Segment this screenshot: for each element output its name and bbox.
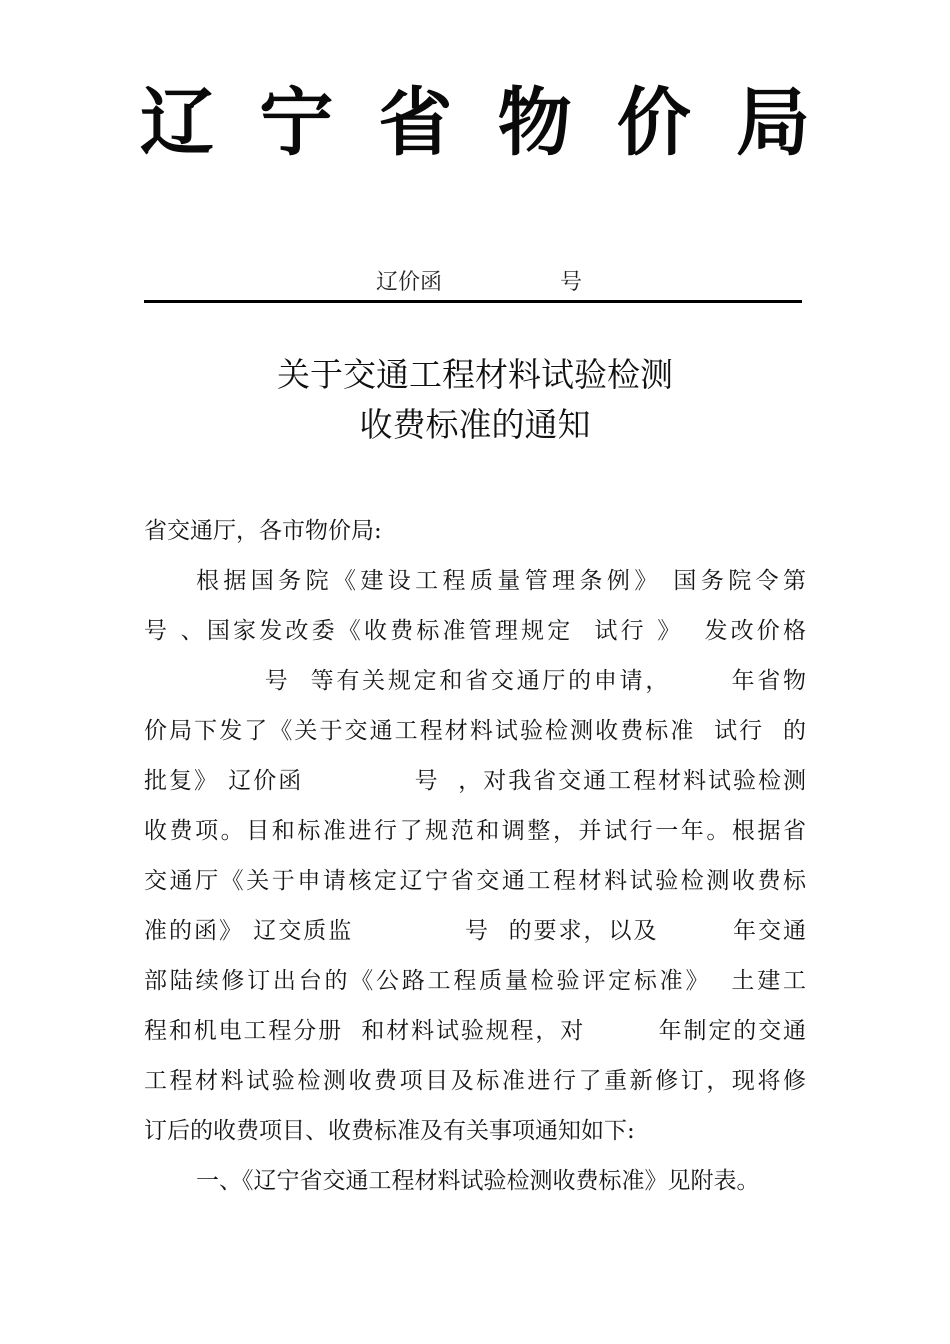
body-line: 收费项。目和标准进行了规范和调整，并试行一年。根据省 [144,818,806,844]
document-title-line-2: 收费标准的通知 [359,405,591,444]
issuer-masthead [140,78,810,168]
body-line: 根据国务院《建设工程质量管理条例》 国务院令第 [196,568,806,594]
document-number-suffix: 号 [560,270,583,295]
masthead-char: 宁 [259,80,334,166]
body-line: 交通厅《关于申请核定辽宁省交通工程材料试验检测收费标 [144,868,806,894]
body-line: 一、《辽宁省交通工程材料试验检测收费标准》见附表。 [196,1168,760,1194]
document-number [0,266,950,300]
body-line: 准的函》 辽交质监 号 的要求，以及 年交通 [144,918,806,944]
document-number-prefix: 辽价函 [376,270,443,295]
header-divider [144,300,802,303]
body-line: 号 等有关规定和省交通厅的申请， 年省物 [144,668,806,694]
body-line: 号 、国家发改委《收费标准管理规定 试行 》 发改价格 [144,618,806,644]
body-line: 部陆续修订出台的《公路工程质量检验评定标准》 土建工 [144,968,806,994]
body-line: 程和机电工程分册 和材料试验规程，对 年制定的交通 [144,1018,806,1044]
salutation: 省交通厅，各市物价局: [144,518,382,544]
document-title-line-1: 关于交通工程材料试验检测 [277,355,673,394]
masthead-char: 辽 [140,80,214,166]
body-line: 工程材料试验检测收费项目及标准进行了重新修订，现将修 [144,1068,806,1094]
body-line: 价局下发了《关于交通工程材料试验检测收费标准 试行 的 [144,718,806,744]
masthead-char: 物 [497,80,572,166]
masthead-char: 局 [735,80,810,166]
body-line: 批复》 辽价函 号 ，对我省交通工程材料试验检测 [144,768,806,794]
masthead-char: 价 [616,80,691,166]
body-line: 订后的收费项目、收费标准及有关事项通知如下: [144,1118,635,1144]
masthead-char: 省 [378,80,453,166]
